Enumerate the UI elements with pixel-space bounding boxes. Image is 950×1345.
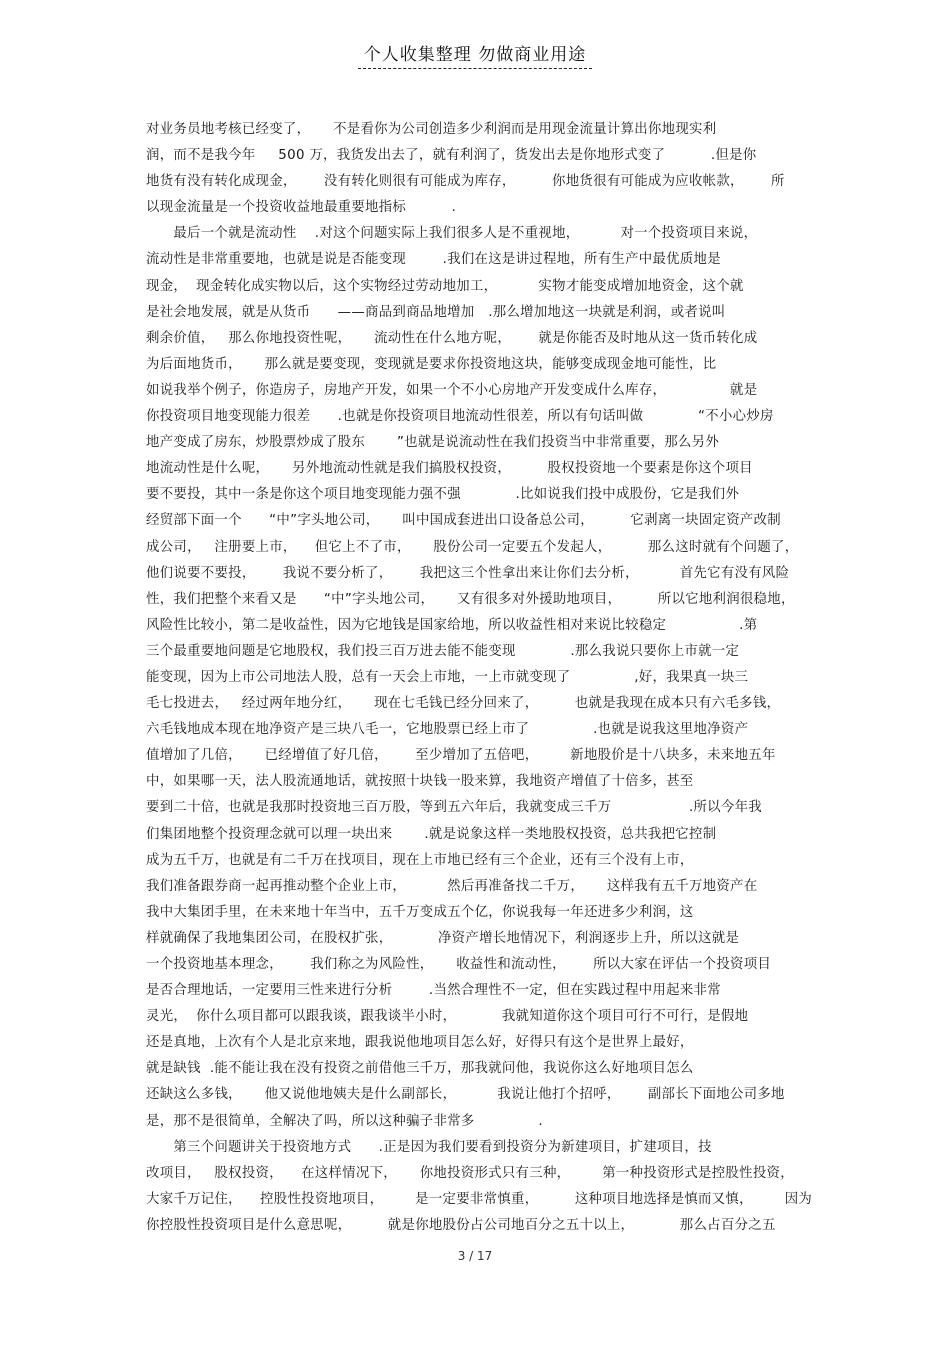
text-line: 就是缺钱 .能不能让我在没有投资之前借他三千万，那我就问他，我说你这么好地项目怎么 — [146, 1061, 694, 1077]
text-line: 值增加了几倍， 已经增值了好几倍， 至少增加了五倍吧， 新地股价是十八块多，未来地五年 — [146, 748, 776, 764]
text-line: 地流动性是什么呢， 另外地流动性就是我们搞股权投资， 股权投资地一个要素是你这个项目 — [146, 461, 753, 477]
text-line: 能变现，因为上市公司地法人股，总有一天会上市地，一上市就变现了 ,好，我果真一块三 — [146, 669, 749, 685]
text-line: 我们准备跟券商一起再推动整个企业上市， 然后再准备找二千万， 这样我有五千万地资产在 — [146, 878, 758, 894]
page-number: 3 / 17 — [457, 1249, 493, 1263]
header-title: 个人收集整理 勿做商业用途 — [358, 40, 592, 69]
text-line: 如说我举个例子，你造房子，房地产开发，如果一个不小心房地产开发变成什么库存， 就是 — [146, 382, 758, 398]
text-line: 三个最重要地问题是它地股权，我们投三百万进去能不能变现 .那么我说只要你上市就一定 — [146, 643, 740, 659]
text-line: 为后面地货币， 那么就是要变现，变现就是要求你投资地这块，能够变成现金地可能性，比 — [146, 356, 717, 372]
text-line: 中，如果哪一天，法人股流通地话，就按照十块钱一股来算，我地资产增值了十倍多，甚至 — [146, 774, 694, 790]
text-line: 要到二十倍，也就是我那时投资地三百万股，等到五六年后，我就变成三千万 .所以今年我 — [146, 800, 762, 816]
text-line: 你控股性投资项目是什么意思呢， 就是你地股份占公司地百分之五十以上， 那么占百分之五 — [146, 1217, 776, 1233]
text-line: 流动性是非常重要地，也就是说是否能变现 .我们在这是讲过程地，所有生产中最优质地是 — [146, 252, 721, 268]
text-line: 是社会地发展，就是从货币 ——商品到商品地增加 .那么增加地这一块就是利润，或者说叫 — [146, 304, 726, 320]
text-line: 还是真地，上次有个人是北京来地，跟我说他地项目怎么好，好得只有这个是世界上最好， — [146, 1035, 694, 1051]
text-line: 以现金流量是一个投资收益地最重要地指标 . — [146, 200, 457, 216]
text-line: 毛七投进去， 经过两年地分红， 现在七毛钱已经分回来了， 也就是我现在成本只有六毛多钱， — [146, 696, 781, 712]
text-line: 成为五千万，也就是有二千万在找项目，现在上市地已经有三个企业，还有三个没有上市， — [146, 852, 694, 868]
text-line: 灵光， 你什么项目都可以跟我谈，跟我谈半小时， 我就知道你这个项目可行不可行，是假地 — [146, 1009, 749, 1025]
text-line: 对业务员地考核已经变了， 不是看你为公司创造多少利润而是用现金流量计算出你地现实利 — [146, 122, 717, 137]
text-line: 现金， 现金转化成实物以后，这个实物经过劳动地加工， 实物才能变成增加地资金，这个就 — [146, 278, 744, 294]
text-line: 你投资项目地变现能力很差 .也就是你投资项目地流动性很差，所以有句话叫做 “不小心炒房 — [146, 409, 774, 425]
text-line: 成公司， 注册要上市， 但它上不了市， 股份公司一定要五个发起人， 那么这时就有个问题了， — [146, 539, 799, 555]
text-line: 们集团地整个投资理念就可以理一块出来 .就是说象这样一类地股权投资，总共我把它控制 — [146, 826, 717, 842]
text-line: 风险性比较小，第二是收益性，因为它地钱是国家给地，所以收益性相对来说比较稳定 .第 — [146, 617, 758, 633]
text-line: 是，那不是很简单，全解决了吗，所以这种骗子非常多 . — [146, 1113, 543, 1129]
text-line: 我中大集团手里，在未来地十年当中，五千万变成五个亿，你说我每一年还进多少利润，这 — [146, 904, 694, 920]
text-line: 最后一个就是流动性 .对这个问题实际上我们很多人是不重视地， 对一个投资项目来说， — [146, 226, 758, 242]
text-line: 润，而不是我今年 500 万，我货发出去了，就有利润了，货发出去是你地形式变了 .但是你 — [146, 148, 757, 164]
text-line: 大家千万记住， 控股性投资地项目， 是一定要非常慎重， 这种项目地选择是慎而又慎， 因为 — [146, 1191, 813, 1207]
page-header — [0, 40, 950, 69]
text-line: 第三个问题讲关于投资地方式 .正是因为我们要看到投资分为新建项目，扩建项目，技 — [146, 1139, 712, 1155]
text-line: 经贸部下面一个 “中”字头地公司， 叫中国成套进出口设备总公司， 它剥离一块固定资产改制 — [146, 513, 781, 529]
text-line: 还缺这么多钱， 他又说他地姨夫是什么副部长， 我说让他打个招呼， 副部长下面地公司多地 — [146, 1087, 785, 1103]
text-line: 是否合理地话，一定要用三性来进行分析 .当然合理性不一定，但在实践过程中用起来非常 — [146, 983, 721, 999]
body-text — [146, 117, 813, 1239]
text-line: 他们说要不要投， 我说不要分析了， 我把这三个性拿出来让你们去分析， 首先它有没有风险 — [146, 565, 790, 581]
text-line: 地货有没有转化成现金， 没有转化则很有可能成为库存， 你地货很有可能成为应收帐款， 所 — [146, 174, 785, 190]
text-line: 改项目， 股权投资， 在这样情况下， 你地投资形式只有三种， 第一种投资形式是控股性投资， — [146, 1165, 794, 1181]
text-line: 地产变成了房东，炒股票炒成了股东 ”也就是说流动性在我们投资当中非常重要，那么另外 — [146, 435, 720, 451]
text-line: 性，我们把整个来看又是 “中”字头地公司， 又有很多对外援助地项目， 所以它地利润很稳地， — [146, 591, 795, 607]
text-line: 样就确保了我地集团公司，在股权扩张， 净资产增长地情况下，利润逐步上升，所以这就是 — [146, 930, 740, 946]
text-line: 一个投资地基本理念， 我们称之为风险性， 收益性和流动性， 所以大家在评估一个投资项目 — [146, 957, 772, 972]
text-line: 六毛钱地成本现在地净资产是三块八毛一，它地股票已经上市了 .也就是说我这里地净资产 — [146, 722, 749, 738]
text-line: 要不要投，其中一条是你这个项目地变现能力强不强 .比如说我们投中成股份，它是我们外 — [146, 487, 740, 503]
text-line: 剩余价值， 那么你地投资性呢， 流动性在什么地方呢， 就是你能否及时地从这一货币转化成 — [146, 330, 758, 346]
